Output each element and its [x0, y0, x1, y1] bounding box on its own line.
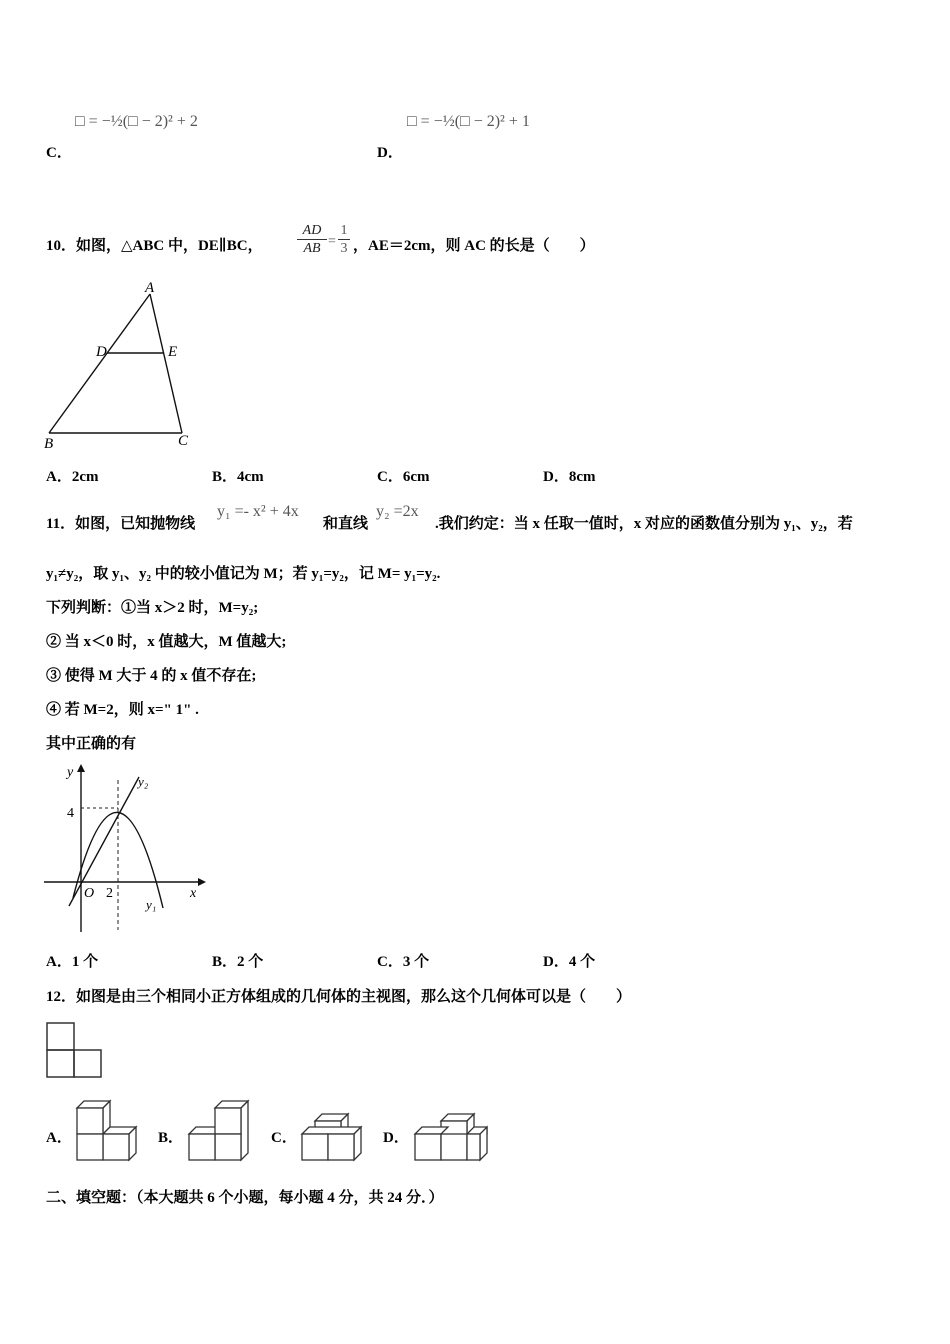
label-c: C	[178, 433, 189, 449]
q11-stem-2: 和直线	[323, 516, 369, 532]
q11-line-3: 下列判断：①当 x＞2 时，M=y₂;	[46, 600, 259, 616]
label-d: D	[96, 344, 107, 360]
q11-option-a[interactable]: A．1 个	[46, 954, 99, 970]
q12-option-b-label[interactable]: B．	[158, 1130, 184, 1146]
option-d-formula: □ = −½(□ − 2)² + 1	[407, 113, 530, 130]
side-ab	[49, 294, 150, 433]
graph-label-x: x	[190, 886, 197, 901]
q12-option-a-label[interactable]: A．	[46, 1130, 72, 1146]
q11-line-7: 其中正确的有	[46, 736, 137, 752]
q11-stem-1: 11．如图，已知抛物线	[46, 516, 196, 532]
label-a: A	[145, 280, 155, 296]
q11-stem-3: .我们约定：当 x 任取一值时，x 对应的函数值分别为 y₁、y₂，若	[435, 516, 853, 532]
option-c-formula: □ = −½(□ − 2)² + 2	[75, 113, 198, 130]
front-view-figure	[44, 1020, 106, 1082]
line-y2	[69, 777, 139, 906]
q12-option-d-label[interactable]: D．	[383, 1130, 409, 1146]
q12-stem: 12．如图是由三个相同小正方体组成的几何体的主视图，那么这个几何体可以是（ ）	[46, 989, 632, 1005]
q11-option-c[interactable]: C．3 个	[377, 954, 430, 970]
graph-label-y2: y₂	[138, 774, 149, 789]
q10-stem-post: ，AE＝2cm，则 AC 的长是（ ）	[353, 238, 595, 254]
y-axis-arrow	[77, 764, 85, 772]
q11-option-d[interactable]: D．4 个	[543, 954, 596, 970]
q12-option-c-figure[interactable]	[297, 1110, 369, 1168]
q11-line-6: ④ 若 M=2，则 x=" 1" .	[46, 702, 199, 718]
q11-option-b[interactable]: B．2 个	[212, 954, 264, 970]
section-fill-in-title: 二、填空题：（本大题共 6 个小题，每小题 4 分，共 24 分．）	[46, 1190, 444, 1206]
q11-line-5: ③ 使得 M 大于 4 的 x 值不存在;	[46, 668, 257, 684]
q10-fraction-equals: =	[328, 234, 336, 249]
q12-option-b-figure[interactable]	[184, 1097, 256, 1167]
label-e: E	[168, 344, 178, 360]
triangle-figure	[40, 278, 200, 453]
side-ac	[150, 294, 182, 433]
graph-label-4: 4	[67, 806, 74, 821]
q10-option-a[interactable]: A．2cm	[46, 469, 99, 485]
q10-fraction-ad-ab: AD AB	[297, 222, 327, 257]
q11-line-formula: y₂ =2x	[376, 503, 419, 520]
q10-option-c[interactable]: C．6cm	[377, 469, 430, 485]
graph-label-origin: O	[84, 886, 95, 901]
q10-fraction-one-third: 1 3	[338, 222, 350, 257]
x-axis-arrow	[198, 878, 206, 886]
q11-parabola-formula: y₁ =- x² + 4x	[217, 503, 299, 520]
q10-stem-pre: 10．如图，△ABC 中，DE∥BC，	[46, 238, 263, 254]
option-d-label: D．	[377, 145, 403, 161]
option-c-label: C．	[46, 145, 72, 161]
label-b: B	[44, 436, 54, 452]
q11-line-4: ② 当 x＜0 时，x 值越大，M 值越大;	[46, 634, 287, 650]
q11-line-2: y₁≠y₂，取 y₁、y₂ 中的较小值记为 M；若 y₁=y₂，记 M= y₁=y₂.	[46, 566, 441, 582]
graph-label-2: 2	[106, 886, 113, 901]
q10-option-b[interactable]: B．4cm	[212, 469, 264, 485]
q12-option-a-figure[interactable]	[72, 1097, 144, 1167]
graph-label-y: y	[67, 765, 74, 780]
q12-option-c-label[interactable]: C．	[271, 1130, 297, 1146]
q10-option-d[interactable]: D．8cm	[543, 469, 596, 485]
graph-label-y1: y₁	[146, 897, 157, 912]
function-graph	[40, 760, 210, 940]
q12-option-d-figure[interactable]	[410, 1110, 492, 1168]
